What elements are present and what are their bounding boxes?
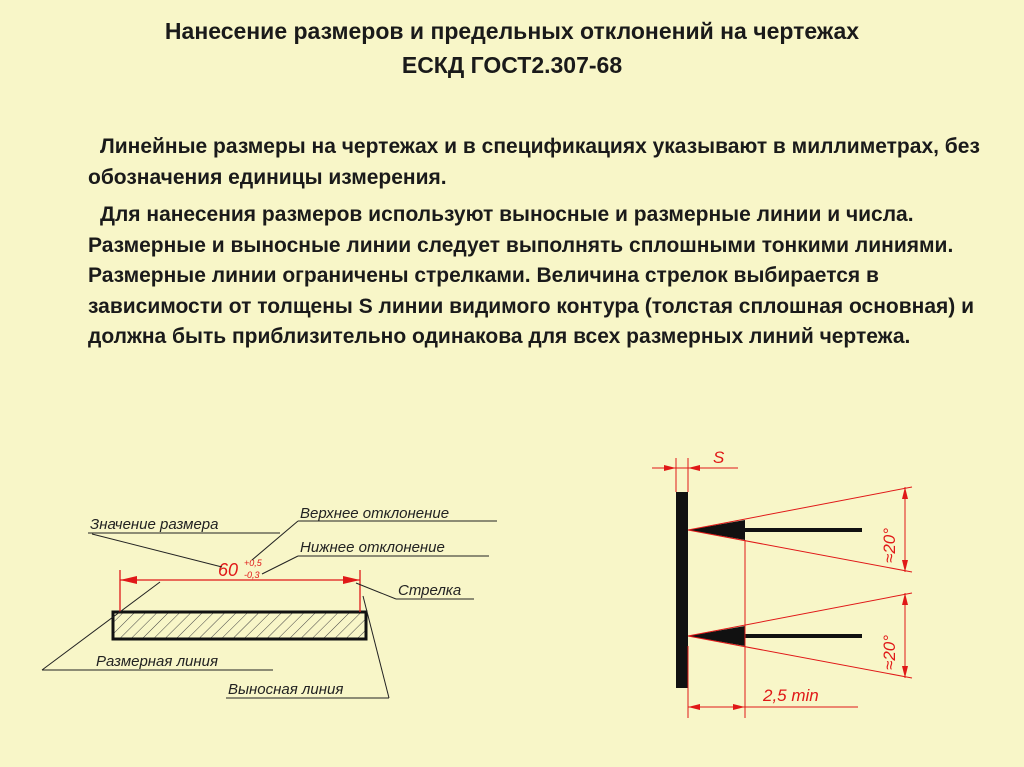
arrow-upper [688,520,745,540]
label-arrow: Стрелка [398,582,462,599]
label-lower-deviation: Нижнее отклонение [300,539,445,556]
dimension-value: 60 [218,560,239,580]
lower-deviation: -0,3 [244,570,260,580]
angle-label-upper: ≈20° [880,527,899,563]
paragraph-units: Линейные размеры на чертежах и в спецификациях указывают в миллиметрах, без обозначения единицы измерения. [88,135,980,189]
label-size-value: Значение размера [90,516,219,533]
length-label: 2,5 min [763,686,819,705]
arrow-lower [688,626,745,646]
contour-line [676,492,688,688]
label-dimension-line: Размерная линия [96,653,218,670]
title-line-1: Нанесение размеров и предельных отклонений на чертежах [164,18,860,44]
thickness-label: S [713,448,725,467]
angle-label-lower: ≈20° [880,634,899,670]
paragraph-lines: Для нанесения размеров используют выносные и размерные линии и числа. Размерные и выносные линии следует выполнять сплошными тонкими линиями. Размерные линии ограничены стрелками. Величина стрелок выбирается в зависимости от толщены S линии видимого контура (толстая сплошная основная) и должна быть приблизительно одинакова для всех размерных линий чертежа. [88,203,975,348]
upper-deviation: +0,5 [244,558,262,568]
label-upper-deviation: Верхнее отклонение [300,505,450,522]
title-line-2: ЕСКД ГОСТ2.307-68 [401,52,623,78]
label-extension-line: Выносная линия [228,681,344,698]
